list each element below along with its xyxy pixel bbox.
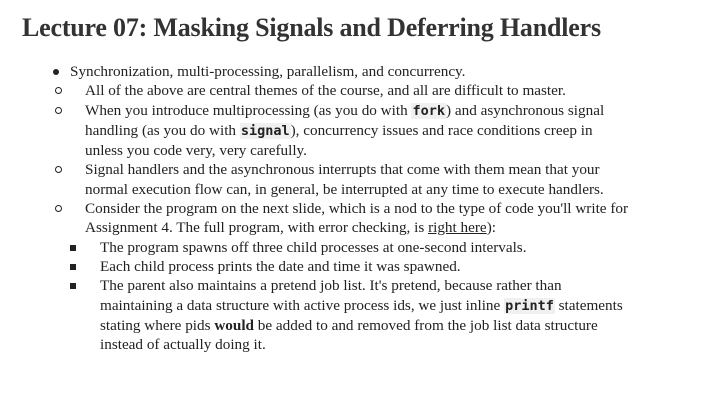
bullet-text: All of the above are central themes of the course, and all are difficult to master. (85, 82, 566, 100)
text-line: unless you code very, very carefully. (85, 142, 307, 160)
list-item (0, 62, 700, 354)
square-bullet-icon (70, 245, 76, 251)
slide-content (0, 62, 700, 354)
list-item (85, 238, 700, 257)
text-fragment: maintaining a data structure with active process ids, we just inline (100, 296, 505, 314)
text-line (100, 296, 700, 316)
text-fragment: When you introduce multiprocessing (as you do with (85, 101, 412, 119)
circle-bullet-icon (55, 166, 62, 173)
right-here-link[interactable]: right here (428, 219, 487, 237)
text-line: Consider the program on the next slide, which is a nod to the type of code you'll write for (85, 200, 629, 218)
text-fragment: statements (554, 296, 623, 314)
circle-bullet-icon (55, 87, 62, 94)
text-line (85, 101, 700, 121)
text-fragment: stating where pids (100, 316, 215, 334)
text-line: Signal handlers and the asynchronous interrupts that come with them mean that your (85, 161, 600, 179)
list-item (70, 81, 700, 100)
bullet-text: Each child process prints the date and time it was spawned. (100, 257, 461, 275)
list-item (70, 101, 700, 161)
circle-bullet-icon (55, 107, 62, 114)
circle-bullet-icon (55, 205, 62, 212)
square-bullet-icon (70, 283, 76, 289)
text-fragment: be added to and removed from the job list data structure (254, 316, 598, 334)
list-item (70, 199, 700, 354)
code-printf: printf (505, 297, 554, 314)
text-fragment: ): (486, 219, 496, 237)
code-fork: fork (412, 102, 445, 119)
list-item (85, 257, 700, 276)
square-bullet-icon (70, 264, 76, 270)
sub-sub-bullet-list (85, 238, 700, 355)
text-line (100, 316, 700, 335)
disc-bullet-icon (53, 69, 59, 75)
slide-title: Lecture 07: Masking Signals and Deferring Handlers (22, 13, 601, 42)
bullet-text: The program spawns off three child processes at one-second intervals. (100, 238, 527, 256)
bullet-list (0, 62, 700, 354)
text-line: instead of actually doing it. (100, 336, 266, 354)
text-fragment: Assignment 4. The full program, with error checking, is (85, 219, 429, 237)
code-signal: signal (240, 122, 290, 139)
text-line (85, 218, 700, 237)
text-line: The parent also maintains a pretend job list. It's pretend, because rather than (100, 277, 562, 295)
list-item (85, 276, 700, 354)
text-fragment: ), concurrency issues and race conditions creep in (290, 121, 593, 139)
sub-bullet-list (70, 81, 700, 354)
bold-would: would (214, 316, 254, 334)
text-line: normal execution flow can, in general, be interrupted at any time to execute handlers. (85, 180, 604, 198)
text-line (85, 121, 700, 141)
text-fragment: handling (as you do with (85, 121, 240, 139)
bullet-text: Synchronization, multi-processing, parallelism, and concurrency. (70, 63, 466, 80)
text-fragment: ) and asynchronous signal (446, 101, 605, 119)
list-item (70, 160, 700, 199)
